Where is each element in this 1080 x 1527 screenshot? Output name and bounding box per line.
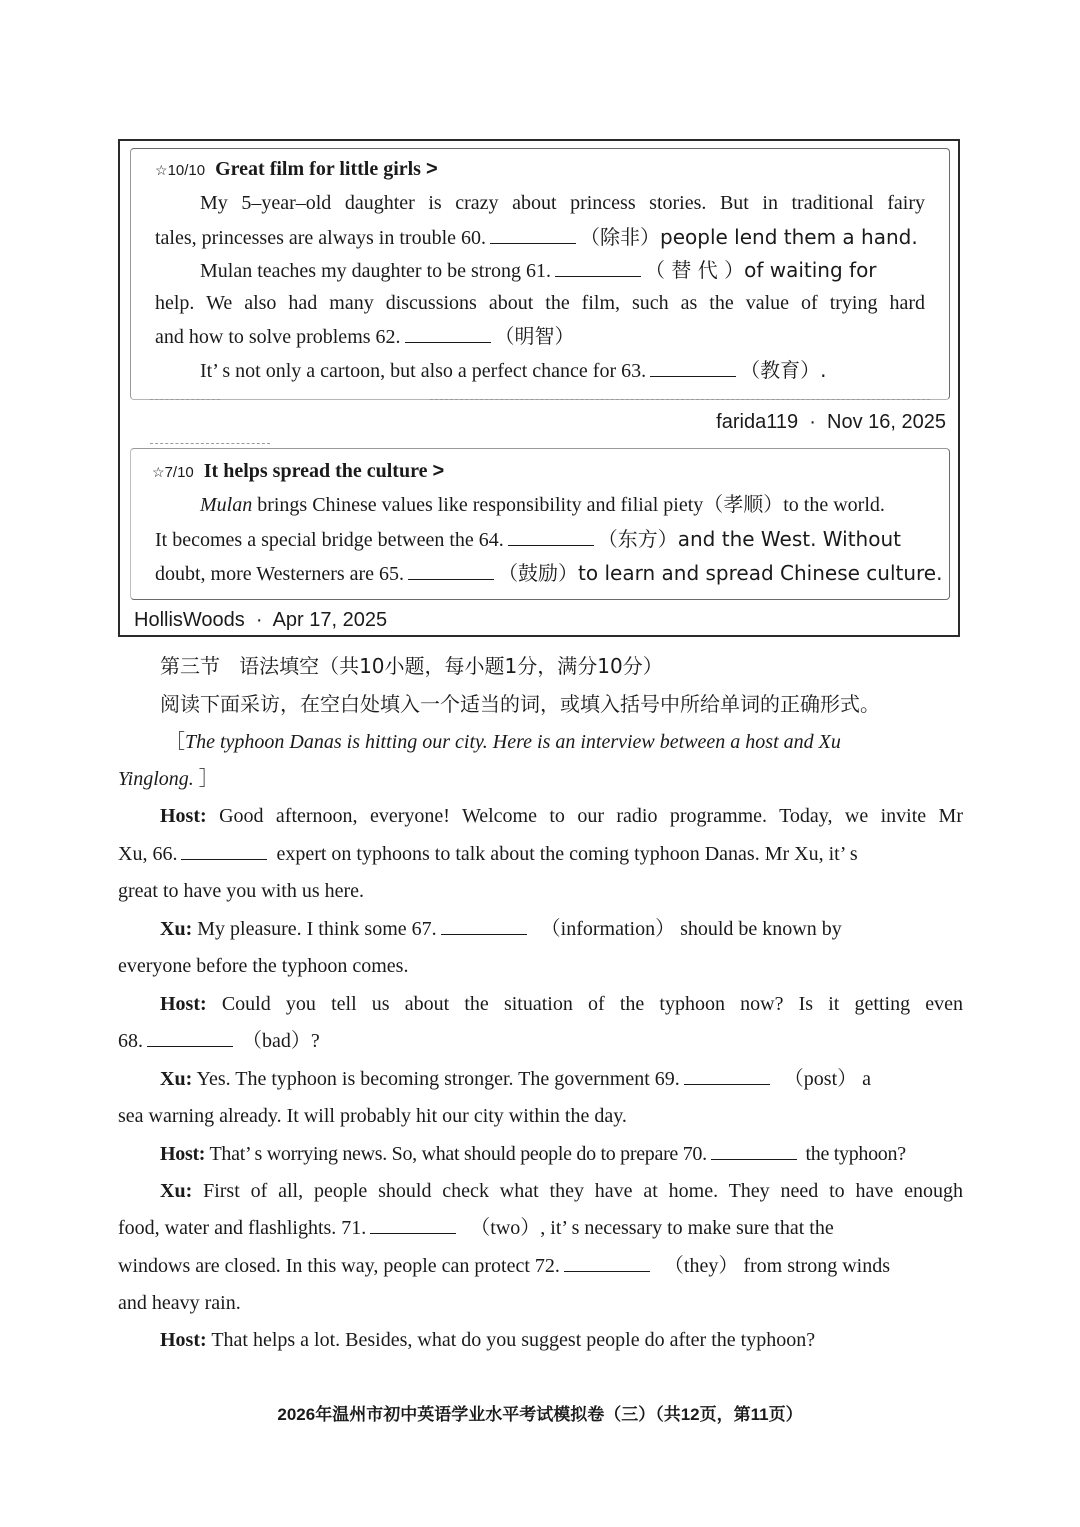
star-icon: ☆ [152, 466, 165, 481]
dialogue-line: Host: That’ s worrying news. So, what should people do to prepare 70. the typhoon? [160, 1143, 906, 1165]
blank-70[interactable] [711, 1141, 797, 1160]
review-2-byline: HollisWoods · Apr 17, 2025 [134, 609, 388, 631]
dialogue-line: Xu: First of all, people should check what they have at home. They need to have enough [160, 1180, 964, 1202]
blank-61[interactable] [555, 258, 641, 277]
blank-69[interactable] [684, 1066, 770, 1085]
dialogue-line: everyone before the typhoon comes. [118, 955, 409, 977]
dialogue-line: sea warning already. It will probably hit our city within the day. [118, 1105, 627, 1127]
divider [150, 443, 270, 444]
dialogue-line: Xu: Yes. The typhoon is becoming stronger. The government 69. （post） a [160, 1068, 872, 1090]
review-2-line: Mulan brings Chinese values like responsibility and filial piety（孝顺）to the world. [200, 494, 885, 516]
intro-line: Yinglong. ］ [118, 768, 219, 790]
blank-64[interactable] [508, 527, 594, 546]
review-2-rating: 7/10 [164, 464, 194, 481]
review-2-author[interactable]: HollisWoods [134, 609, 245, 631]
review-1-line: Mulan teaches my daughter to be strong 61. （ 替 代 ）of waiting for [200, 258, 877, 282]
chevron-right-icon[interactable]: > [432, 460, 445, 482]
blank-68[interactable] [147, 1028, 233, 1047]
chevron-right-icon[interactable]: > [425, 158, 438, 180]
section-instruction: 阅读下面采访，在空白处填入一个适当的词，或填入括号中所给单词的正确形式。 [160, 692, 880, 716]
review-1-line: My 5–year–old daughter is crazy about princess stories. But in traditional fairy [200, 192, 925, 214]
page-footer: 2026年温州市初中英语学业水平考试模拟卷（三）（共12页，第11页） [277, 1405, 803, 1424]
divider [430, 399, 930, 400]
dialogue-line: Xu, 66. expert on typhoons to talk about the coming typhoon Danas. Mr Xu, it’ s [118, 843, 858, 865]
blank-72[interactable] [564, 1253, 650, 1272]
dialogue-line: Xu: My pleasure. I think some 67. （information） should be known by [160, 918, 842, 940]
review-2-header [152, 455, 444, 490]
blank-63[interactable] [650, 358, 736, 377]
review-1-line: help. We also had many discussions about the film, such as the value of trying hard [155, 292, 925, 314]
section-heading: 第三节 语法填空（共10小题，每小题1分，满分10分） [160, 654, 663, 678]
review-1-author[interactable]: farida119 [716, 411, 799, 433]
review-1-date: Nov 16, 2025 [827, 411, 946, 433]
dialogue-line: 68. （bad）? [118, 1030, 320, 1052]
review-2-line: doubt, more Westerners are 65. （鼓励）to learn and spread Chinese culture. [155, 561, 943, 585]
dialogue-line: great to have you with us here. [118, 880, 365, 902]
dialogue-line: windows are closed. In this way, people can protect 72. （they） from strong winds [118, 1255, 890, 1277]
star-icon: ☆ [155, 164, 168, 179]
dialogue-line: Host: That helps a lot. Besides, what do you suggest people do after the typhoon? [160, 1329, 816, 1351]
review-2-date: Apr 17, 2025 [272, 609, 388, 631]
review-1-byline: farida119 · Nov 16, 2025 [716, 411, 946, 433]
divider [150, 399, 220, 400]
dialogue-line: Host: Could you tell us about the situation of the typhoon now? Is it getting even [160, 993, 964, 1015]
review-2-title[interactable]: It helps spread the culture [203, 460, 428, 482]
dialogue-line: food, water and flashlights. 71. （two）, it’ s necessary to make sure that the [118, 1217, 834, 1239]
review-1-rating: 10/10 [167, 162, 206, 179]
review-1-line: tales, princesses are always in trouble 60. （除非）people lend them a hand. [155, 225, 918, 249]
blank-62[interactable] [405, 324, 491, 343]
review-1-line: and how to solve problems 62. （明智） [155, 324, 575, 348]
blank-66[interactable] [181, 841, 267, 860]
intro-line: ［The typhoon Danas is hitting our city. Here is an interview between a host and Xu [165, 731, 841, 753]
review-1-line: It’ s not only a cartoon, but also a perfect chance for 63. （教育）. [200, 358, 827, 382]
blank-60[interactable] [490, 225, 576, 244]
review-1-title[interactable]: Great film for little girls [215, 158, 421, 180]
blank-67[interactable] [441, 916, 527, 935]
blank-65[interactable] [408, 561, 494, 580]
dialogue-line: Host: Good afternoon, everyone! Welcome to our radio programme. Today, we invite Mr [160, 805, 964, 827]
dialogue-line: and heavy rain. [118, 1292, 241, 1314]
blank-71[interactable] [370, 1215, 456, 1234]
review-1-header [155, 153, 438, 188]
review-2-line: It becomes a special bridge between the 64. （东方）and the West. Without [155, 527, 901, 551]
